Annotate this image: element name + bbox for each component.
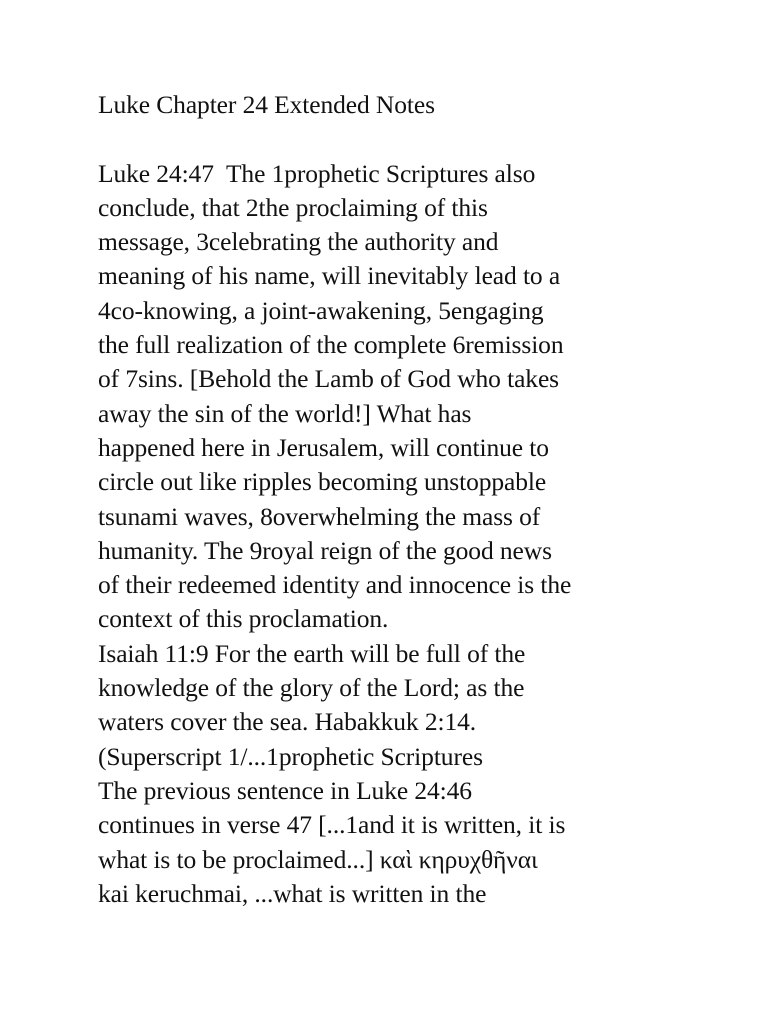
text-line: of their redeemed identity and innocence is the bbox=[98, 570, 572, 600]
paragraph-luke-24-46 bbox=[98, 774, 698, 911]
text-line: message, 3celebrating the authority and bbox=[98, 227, 499, 257]
text-line: kai keruchmai, ...what is written in the bbox=[98, 878, 487, 908]
text-line: (Superscript 1/...1prophetic Scriptures bbox=[98, 741, 483, 771]
text-line: Isaiah 11:9 For the earth will be full of the bbox=[98, 638, 526, 668]
text-line: tsunami waves, 8overwhelming the mass of bbox=[98, 501, 541, 531]
text-line: Luke 24:47 The 1prophetic Scriptures also bbox=[98, 158, 536, 188]
text-line: the full realization of the complete 6remission bbox=[98, 330, 564, 360]
text-line: The previous sentence in Luke 24:46 bbox=[98, 775, 472, 805]
title-spacer bbox=[98, 122, 698, 156]
text-line: continues in verse 47 [...1and it is written, it is bbox=[98, 810, 566, 840]
text-line: what is to be proclaimed...] καὶ κηρυχθῆναι bbox=[98, 844, 538, 874]
paragraph-luke-24-47 bbox=[98, 157, 698, 637]
document-body bbox=[98, 88, 698, 911]
text-line: conclude, that 2the proclaiming of this bbox=[98, 192, 488, 222]
text-line: of 7sins. [Behold the Lamb of God who takes bbox=[98, 364, 560, 394]
text-line: 4co-knowing, a joint-awakening, 5engaging bbox=[98, 295, 544, 325]
text-line: knowledge of the glory of the Lord; as the bbox=[98, 673, 525, 703]
text-line: happened here in Jerusalem, will continue to bbox=[98, 432, 549, 462]
text-line: waters cover the sea. Habakkuk 2:14. bbox=[98, 707, 477, 737]
text-line: context of this proclamation. bbox=[98, 604, 389, 634]
text-line: humanity. The 9royal reign of the good news bbox=[98, 535, 552, 565]
text-line: meaning of his name, will inevitably lead to a bbox=[98, 261, 561, 291]
text-line: away the sin of the world!] What has bbox=[98, 398, 472, 428]
text-line: circle out like ripples becoming unstoppable bbox=[98, 467, 547, 497]
paragraph-isaiah-11-9 bbox=[98, 637, 698, 774]
document-title: Luke Chapter 24 Extended Notes bbox=[98, 90, 435, 119]
